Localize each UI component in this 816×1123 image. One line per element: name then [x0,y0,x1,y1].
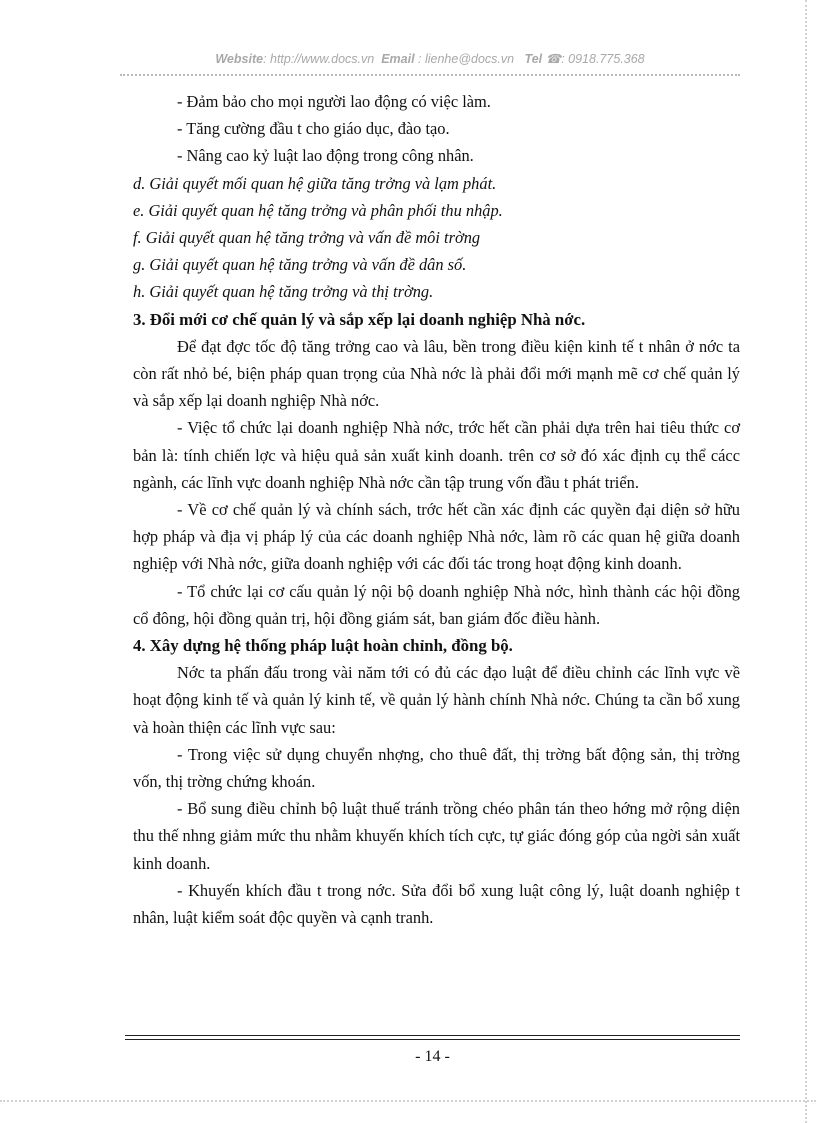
page-number: - 14 - [415,1048,450,1065]
email-label: Email [381,52,415,66]
section-3-paragraph: - Tổ chức lại cơ cấu quản lý nội bộ doanh nghiệp Nhà nớc, hình thành các hội đồng cổ đông, hội đồng quản trị, hội đồng giám sát, ban giám đốc điều hành. [133,581,740,628]
item-g: g. Giải quyết quan hệ tăng trởng và vấn đề dân số. [133,255,467,275]
item-d: d. Giải quyết mối quan hệ giữa tăng trởng và lạm phát. [133,173,497,193]
section-3-paragraph: Để đạt đợc tốc độ tăng trởng cao và lâu, bền trong điều kiện kinh tế t nhân ở nớc ta còn rất nhỏ bé, biện pháp quan trọng của Nhà nớc là phải đổi mới mạnh mẽ cơ chế quản lý và sắp xếp lại doanh nghiệp Nhà nớc. [133,336,740,411]
tel-label: Tel [524,52,543,66]
section-4-paragraph: - Trong việc sử dụng chuyển nhợng, cho thuê đất, thị trờng bất động sản, thị trờng vốn, thị trờng chứng khoán. [133,744,740,792]
tel-value: : 0918.775.368 [561,52,645,66]
bullet-employment: - Đảm bảo cho mọi người lao động có việc làm. [177,92,491,111]
footer-rule [125,1039,740,1040]
section-3-paragraph: - Về cơ chế quản lý và chính sách, trớc hết cần xác định các quyền đại diện sở hữu hợp pháp và địa vị pháp lý của các doanh nghiệp Nhà nớc, làm rõ các quan hệ giữa doanh nghiệp với Nhà nớc, giữa doanh nghiệp với các đối tác trong hoạt động kinh doanh. [133,500,740,574]
item-e: e. Giải quyết quan hệ tăng trởng và phân phối thu nhập. [133,200,503,220]
header-text [120,51,740,66]
bullet-discipline: - Nâng cao kỷ luật lao động trong công nhân. [177,146,474,166]
page-content [133,88,740,931]
section-4-paragraph: - Bổ sung điều chỉnh bộ luật thuế tránh trồng chéo phân tán theo hớng mở rộng diện thu thế nhng giảm mức thu nhằm khuyến khích tích cực, tự giác đóng góp của ngời sản xuất kinh doanh. [133,799,740,873]
page-header [120,46,740,76]
email-value[interactable]: : lienhe@docs.vn [418,52,515,66]
section-4-paragraph: - Khuyến khích đầu t trong nớc. Sửa đổi bổ xung luật công lý, luật doanh nghiệp t nhân, luật kiểm soát độc quyền và cạnh tranh. [133,880,740,928]
item-f: f. Giải quyết quan hệ tăng trởng và vấn đề môi trờng [133,228,481,248]
website-label: Website [215,52,264,66]
footer-rule [125,1035,740,1036]
section-4-paragraph: Nớc ta phấn đấu trong vài năm tới có đủ các đạo luật để điều chỉnh các lĩnh vực về hoạt động kinh tế và quản lý kinh tế, về quản lý hành chính Nhà nớc. Chúng ta cần bổ xung và hoàn thiện các lĩnh vực sau: [133,663,740,737]
section-3-paragraph: - Việc tổ chức lại doanh nghiệp Nhà nớc, trớc hết cần phải dựa trên hai tiêu thức cơ bản là: tính chiến lợc và hiệu quả sản xuất kinh doanh. trên cơ sở đó xác định cụ thể cácc ngành, các lĩnh vực doanh nghiệp Nhà nớc cần tập trung vốn đầu t phát triển. [133,418,740,492]
bullet-education: - Tăng cường đầu t cho giáo dục, đào tạo. [177,119,450,139]
section-3-heading: 3. Đổi mới cơ chế quản lý và sắp xếp lại doanh nghiệp Nhà nớc. [133,309,586,329]
phone-icon: ☎ [545,52,562,66]
section-4-heading: 4. Xây dựng hệ thống pháp luật hoàn chỉnh, đồng bộ. [133,636,513,656]
item-h: h. Giải quyết quan hệ tăng trởng và thị trờng. [133,282,434,302]
page-border-right [805,0,807,1123]
website-value[interactable]: : http://www.docs.vn [263,52,375,66]
page-border-bottom [0,1100,816,1102]
